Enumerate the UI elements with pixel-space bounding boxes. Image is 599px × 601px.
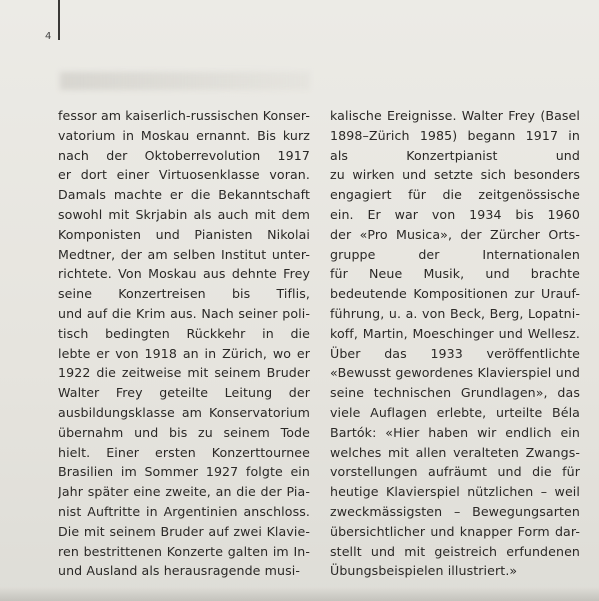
text-line: Bartók: «Hier haben wir endlich ein xyxy=(330,424,580,440)
text-line: ren bestrittenen Konzerte galten im In- xyxy=(58,543,310,559)
text-line: Walter Frey geteilte Leitung der xyxy=(58,385,310,401)
text-line: nist Auftritte in Argentinien anschloss. xyxy=(58,503,310,519)
text-line: heutige Klavierspiel nützlichen – weil xyxy=(330,484,580,500)
text-line: bedeutende Kompositionen zur Urauf- xyxy=(330,286,580,302)
text-line: stellt und mit geistreich erfundenen xyxy=(330,543,580,559)
text-line: gruppe der Internationalen xyxy=(330,246,580,262)
left-text-column xyxy=(58,106,310,581)
text-line: richtete. Von Moskau aus dehnte Frey xyxy=(58,266,310,282)
text-line: übernahm und bis zu seinem Tode xyxy=(58,424,310,440)
text-line: sowohl mit Skrjabin als auch mit dem xyxy=(58,206,310,222)
page-bottom-shadow xyxy=(0,587,599,601)
text-line: engagiert für die zeitgenössische xyxy=(330,187,580,203)
text-line: koff, Martin, Moeschinger und Wellesz. xyxy=(330,325,580,341)
text-line: Jahr später eine zweite, an die der Pia- xyxy=(58,484,310,500)
text-line: er dort einer Virtuosenklasse voran. xyxy=(58,167,310,183)
page-number: 4 xyxy=(45,31,52,42)
text-line: zu wirken und setzte sich besonders xyxy=(330,167,580,183)
text-line: übersichtlicher und knapper Form dar- xyxy=(330,523,580,539)
text-line: fessor am kaiserlich-russischen Konser- xyxy=(58,108,310,123)
text-line: vatorium in Moskau ernannt. Bis kurz xyxy=(58,127,310,143)
text-line: ein. Er war von 1934 bis 1960 xyxy=(330,206,580,222)
text-line: 1922 die zeitweise mit seinem Bruder xyxy=(58,365,310,381)
text-line: ausbildungsklasse am Konservatorium xyxy=(58,404,310,420)
text-line: kalische Ereignisse. Walter Frey (Basel xyxy=(330,108,580,123)
text-line: seine Konzertreisen bis Tiflis, xyxy=(58,286,310,302)
text-line: welches mit allen veralteten Zwangs- xyxy=(330,444,580,460)
text-line: führung, u. a. von Beck, Berg, Lopatni- xyxy=(330,305,580,321)
text-line: Medtner, der am selben Institut unter- xyxy=(58,246,310,262)
text-line: als Konzertpianist und xyxy=(330,147,580,163)
text-line: seine technischen Grundlagen», das xyxy=(330,385,580,401)
text-line: und auf die Krim aus. Nach seiner poli- xyxy=(58,305,310,321)
text-line: nach der Oktoberrevolution 1917 xyxy=(58,147,310,163)
text-line: der «Pro Musica», der Zürcher Orts- xyxy=(330,226,580,242)
text-line: viele Auflagen erlebte, urteilte Béla xyxy=(330,404,580,420)
text-line: zweckmässigsten – Bewegungsarten xyxy=(330,503,580,519)
text-line: 1898–Zürich 1985) begann 1917 in xyxy=(330,127,580,143)
text-line: tisch bedingten Rückkehr in die xyxy=(58,325,310,341)
text-line: lebte er von 1918 an in Zürich, wo er xyxy=(58,345,310,361)
margin-rule xyxy=(58,0,60,40)
text-line: Übungsbeispielen illustriert.» xyxy=(330,563,518,579)
text-line: und Ausland als herausragende musi- xyxy=(58,563,300,579)
text-line: «Bewusst gewordenes Klavierspiel und xyxy=(330,365,580,381)
text-line: Die mit seinem Bruder auf zwei Klavie- xyxy=(58,523,310,539)
text-line: Komponisten und Pianisten Nikolai xyxy=(58,226,310,242)
text-line: Damals machte er die Bekanntschaft xyxy=(58,187,310,203)
text-line: Über das 1933 veröffentlichte xyxy=(330,345,580,361)
text-line: vorstellungen aufräumt und die für xyxy=(330,464,580,480)
text-line: hielt. Einer ersten Konzerttournee xyxy=(58,444,310,460)
right-text-column xyxy=(330,106,580,581)
show-through-heading xyxy=(60,72,310,90)
text-line: Brasilien im Sommer 1927 folgte ein xyxy=(58,464,310,480)
text-line: für Neue Musik, und brachte xyxy=(330,266,580,282)
